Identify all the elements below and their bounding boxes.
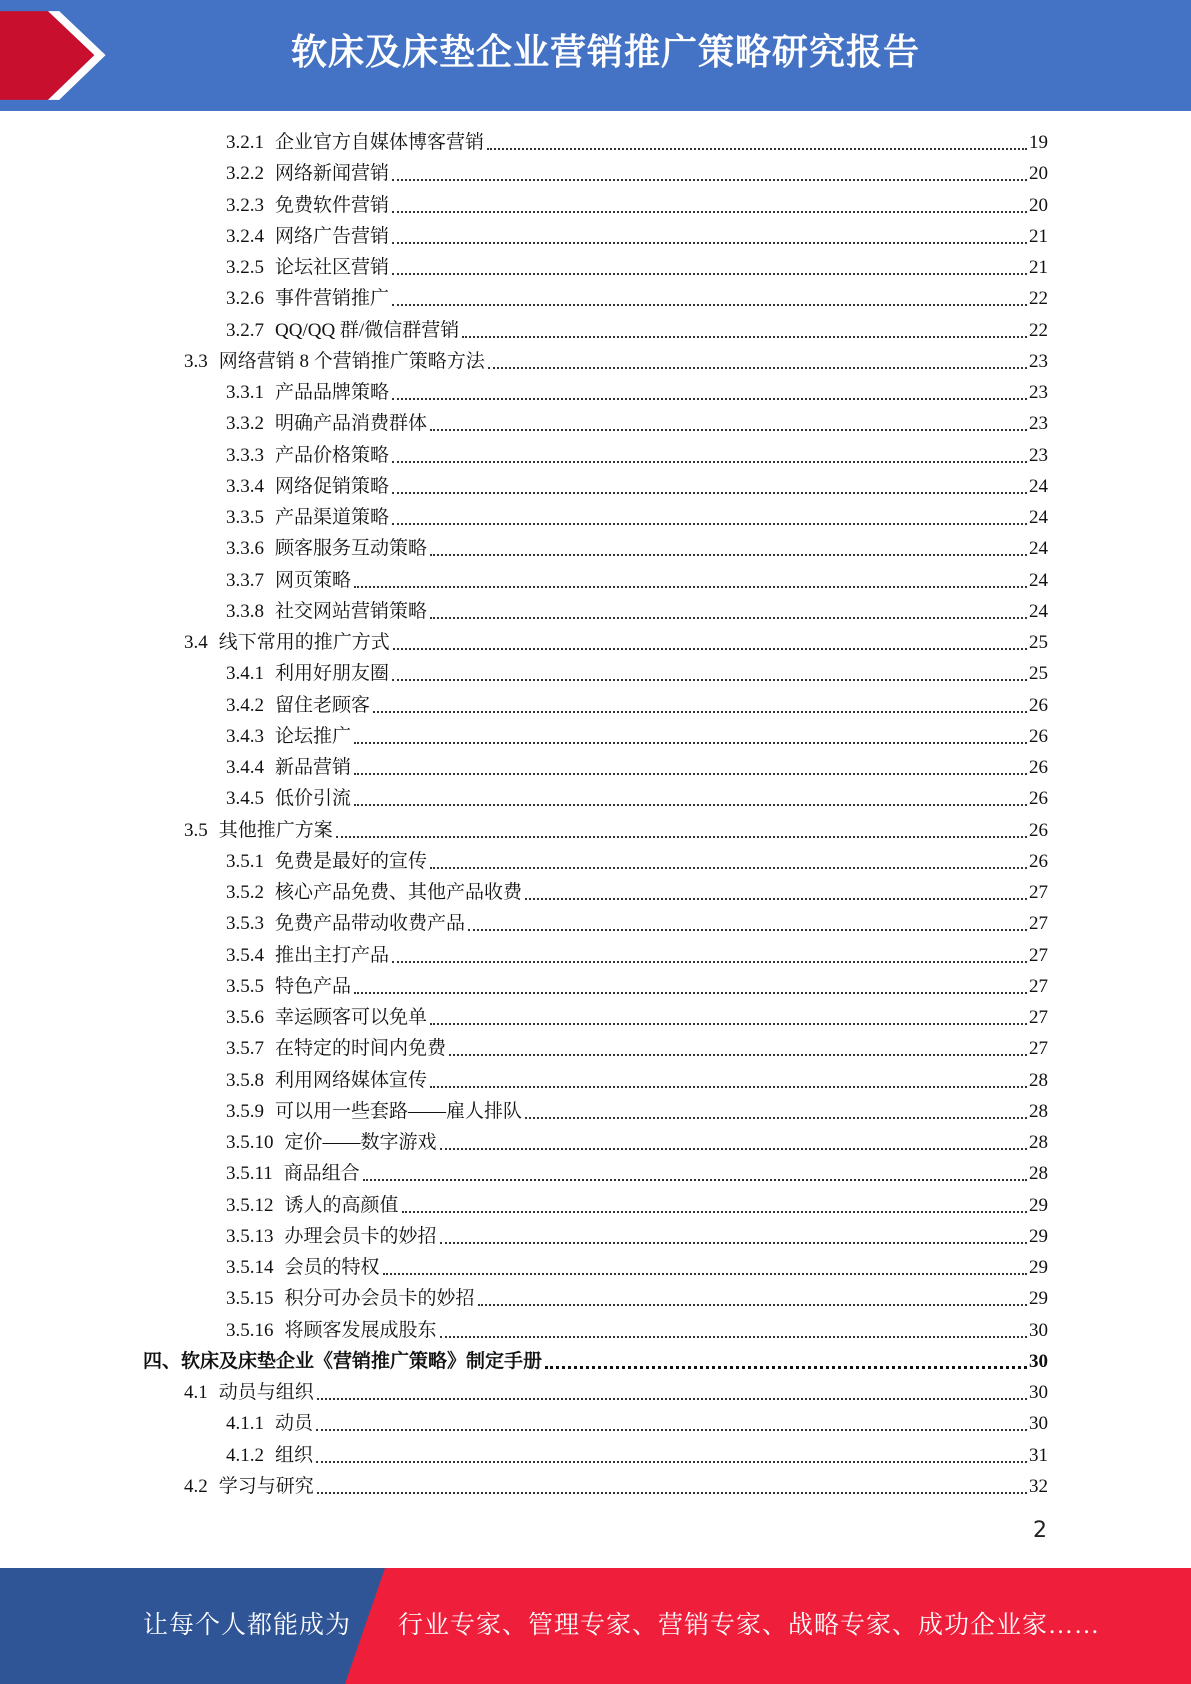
toc-entry-page: 23	[1029, 413, 1048, 435]
toc-entry-label: 可以用一些套路——雇人排队	[275, 1100, 523, 1122]
toc-dot-leader	[488, 367, 1027, 369]
toc-entry-number: 3.5.12	[226, 1194, 274, 1216]
toc-entry-page: 20	[1029, 194, 1048, 216]
toc-entry[interactable]	[184, 1377, 1048, 1408]
toc-entry-label: 网络促销策略	[275, 475, 390, 497]
toc-entry-label: 网络营销 8 个营销推广策略方法	[218, 350, 485, 372]
toc-entry-page: 22	[1029, 319, 1048, 341]
toc-dot-leader	[316, 1429, 1027, 1431]
toc-entry-number: 3.2.4	[226, 225, 264, 247]
toc-entry-number: 3.4.5	[226, 788, 264, 810]
toc-entry-number: 4.1	[184, 1382, 208, 1403]
toc-entry-label: 论坛推广	[275, 725, 352, 747]
toc-entry[interactable]	[226, 158, 1048, 189]
toc-entry-number: 3.5.8	[226, 1069, 264, 1091]
toc-entry-number: 3.4.3	[226, 725, 264, 747]
toc-entry-page: 29	[1029, 1257, 1048, 1278]
toc-entry[interactable]	[226, 752, 1048, 783]
toc-entry[interactable]	[226, 596, 1048, 627]
header-red-chevron	[0, 0, 120, 111]
toc-entry-label: 留住老顾客	[275, 694, 371, 716]
toc-entry-page: 26	[1029, 757, 1048, 778]
toc-entry-page: 31	[1029, 1444, 1048, 1466]
toc-dot-leader	[462, 336, 1027, 338]
toc-entry-page: 24	[1029, 507, 1048, 528]
toc-entry-label: 软床及床垫企业《营销推广策略》制定手册	[181, 1350, 543, 1372]
toc-entry-label: 定价——数字游戏	[284, 1132, 437, 1153]
toc-entry-label: 顾客服务互动策略	[275, 538, 428, 560]
toc-entry-page: 27	[1029, 882, 1048, 903]
toc-entry-page: 25	[1029, 632, 1048, 653]
toc-entry-page: 24	[1029, 475, 1048, 497]
toc-entry-label: 推出主打产品	[275, 944, 390, 966]
toc-entry-number: 3.3.6	[226, 538, 264, 560]
toc-dot-leader	[430, 1086, 1027, 1088]
toc-entry[interactable]	[226, 440, 1048, 471]
toc-dot-leader	[468, 929, 1027, 931]
toc-entry-number: 3.3.5	[226, 507, 264, 528]
toc-entry[interactable]	[226, 1033, 1048, 1064]
toc-dot-leader	[430, 554, 1027, 556]
toc-entry-label: 其他推广方案	[218, 819, 333, 841]
toc-entry-number: 3.3	[184, 350, 208, 372]
toc-entry-page: 25	[1029, 663, 1048, 685]
toc-dot-leader	[392, 523, 1027, 525]
toc-entry[interactable]	[226, 283, 1048, 314]
toc-dot-leader	[392, 242, 1027, 244]
toc-entry-number: 3.4.2	[226, 694, 264, 716]
toc-entry-number: 3.5.15	[226, 1288, 274, 1310]
toc-entry-number: 3.5.3	[226, 913, 264, 935]
toc-entry-page: 29	[1029, 1225, 1048, 1247]
toc-entry-page: 27	[1029, 975, 1048, 997]
toc-entry[interactable]	[226, 252, 1048, 283]
toc-entry-number: 3.4.4	[226, 757, 264, 778]
toc-entry-label: 积分可办会员卡的妙招	[284, 1288, 475, 1310]
toc-entry[interactable]	[226, 1065, 1048, 1096]
toc-entry-label: 免费是最好的宣传	[275, 850, 428, 872]
toc-entry-label: 幸运顾客可以免单	[275, 1007, 428, 1028]
toc-dot-leader	[525, 1117, 1027, 1119]
toc-dot-leader	[430, 1023, 1027, 1025]
toc-entry-label: 商品组合	[283, 1163, 360, 1185]
toc-entry-label: QQ/QQ 群/微信群营销	[275, 319, 460, 341]
toc-entry[interactable]	[184, 627, 1048, 658]
toc-entry[interactable]	[226, 1190, 1048, 1221]
toc-entry-page: 24	[1029, 600, 1048, 622]
toc-dot-leader	[545, 1366, 1027, 1369]
toc-dot-leader	[354, 773, 1027, 775]
toc-entry-label: 会员的特权	[284, 1257, 380, 1278]
toc-entry-page: 26	[1029, 788, 1048, 810]
toc-entry-page: 27	[1029, 913, 1048, 935]
toc-entry-label: 低价引流	[275, 788, 352, 810]
toc-entry-page: 29	[1029, 1288, 1048, 1310]
footer-slogan-right: 行业专家、管理专家、营销专家、战略专家、成功企业家……	[398, 1612, 1101, 1639]
toc-entry-label: 核心产品免费、其他产品收费	[275, 882, 523, 903]
toc-entry-label: 诱人的高颜值	[284, 1194, 399, 1216]
toc-entry[interactable]	[226, 1221, 1048, 1252]
page-header	[0, 0, 1191, 111]
toc-dot-leader	[363, 1179, 1027, 1181]
toc-dot-leader	[478, 1304, 1027, 1306]
toc-entry-number: 3.5.13	[226, 1225, 274, 1247]
toc-entry[interactable]	[226, 1408, 1048, 1439]
toc-dot-leader	[440, 1148, 1027, 1150]
toc-entry-page: 30	[1029, 1413, 1048, 1435]
toc-entry-number: 3.4	[184, 632, 208, 653]
toc-entry-page: 24	[1029, 569, 1048, 591]
toc-entry-page: 32	[1029, 1475, 1048, 1497]
toc-entry-number: 3.3.4	[226, 475, 264, 497]
toc-dot-leader	[440, 1336, 1027, 1338]
toc-entry[interactable]	[226, 846, 1048, 877]
toc-dot-leader	[317, 1492, 1027, 1494]
toc-entry-label: 利用网络媒体宣传	[275, 1069, 428, 1091]
toc-entry-page: 26	[1029, 850, 1048, 872]
toc-dot-leader	[316, 1461, 1027, 1463]
toc-entry-label: 动员与组织	[218, 1382, 314, 1403]
toc-entry[interactable]	[226, 721, 1048, 752]
toc-entry-page: 23	[1029, 382, 1048, 403]
toc-entry-number: 3.4.1	[226, 663, 264, 685]
toc-entry[interactable]	[226, 565, 1048, 596]
toc-entry[interactable]	[226, 315, 1048, 346]
toc-entry-label: 网络新闻营销	[275, 163, 390, 185]
toc-entry-label: 动员	[275, 1413, 314, 1435]
toc-entry-page: 28	[1029, 1100, 1048, 1122]
toc-entry[interactable]	[226, 1158, 1048, 1189]
toc-entry-label: 明确产品消费群体	[275, 413, 428, 435]
toc-entry-label: 产品渠道策略	[275, 507, 390, 528]
toc-entry-page: 22	[1029, 288, 1048, 310]
toc-entry-number: 3.5.9	[226, 1100, 264, 1122]
toc-entry[interactable]	[226, 377, 1048, 408]
toc-entry-number: 3.5.14	[226, 1257, 274, 1278]
toc-entry-page: 20	[1029, 163, 1048, 185]
toc-entry-number: 4.1.2	[226, 1444, 264, 1466]
toc-dot-leader	[392, 461, 1027, 463]
toc-entry-number: 3.5.10	[226, 1132, 274, 1153]
toc-entry[interactable]	[226, 502, 1048, 533]
toc-entry[interactable]	[226, 221, 1048, 252]
page-footer	[0, 1568, 1191, 1684]
toc-entry-page: 28	[1029, 1163, 1048, 1185]
toc-entry[interactable]	[226, 1315, 1048, 1346]
footer-slogan-left: 让每个人都能成为	[143, 1612, 352, 1639]
toc-entry-label: 网络广告营销	[275, 225, 390, 247]
toc-entry-number: 3.2.5	[226, 257, 264, 278]
toc-dot-leader	[430, 867, 1027, 869]
toc-dot-leader	[373, 711, 1027, 713]
toc-entry[interactable]	[226, 690, 1048, 721]
toc-entry-label: 社交网站营销策略	[275, 600, 428, 622]
toc-dot-leader	[392, 211, 1027, 213]
toc-entry-page: 26	[1029, 694, 1048, 716]
toc-entry[interactable]	[226, 971, 1048, 1002]
toc-entry-number: 3.5.6	[226, 1007, 264, 1028]
toc-entry-page: 30	[1029, 1319, 1048, 1341]
toc-entry-label: 免费软件营销	[275, 194, 390, 216]
toc-entry-page: 28	[1029, 1132, 1048, 1153]
toc-entry-label: 产品品牌策略	[275, 382, 390, 403]
toc-entry-number: 3.3.2	[226, 413, 264, 435]
toc-entry-label: 将顾客发展成股东	[284, 1319, 437, 1341]
toc-entry-label: 办理会员卡的妙招	[284, 1225, 437, 1247]
toc-entry-number: 4.1.1	[226, 1413, 264, 1435]
toc-entry-page: 23	[1029, 444, 1048, 466]
toc-entry-number: 4.2	[184, 1475, 208, 1497]
toc-entry[interactable]	[226, 408, 1048, 439]
toc-dot-leader	[392, 679, 1027, 681]
toc-entry[interactable]	[184, 1471, 1048, 1502]
toc-entry[interactable]	[143, 1346, 1048, 1377]
page-number: 2	[1033, 1518, 1047, 1543]
toc-entry[interactable]	[226, 533, 1048, 564]
toc-entry-label: 特色产品	[275, 975, 352, 997]
toc-entry-number: 3.5.2	[226, 882, 264, 903]
toc-dot-leader	[525, 898, 1027, 900]
toc-entry-page: 29	[1029, 1194, 1048, 1216]
toc-entry-label: 免费产品带动收费产品	[275, 913, 466, 935]
toc-entry-label: 组织	[275, 1444, 314, 1466]
toc-dot-leader	[354, 586, 1027, 588]
toc-dot-leader	[487, 148, 1027, 150]
toc-entry[interactable]	[226, 1440, 1048, 1471]
toc-entry-page: 23	[1029, 350, 1048, 372]
toc-entry-number: 3.5.7	[226, 1038, 264, 1060]
toc-entry-number: 3.3.7	[226, 569, 264, 591]
toc-entry-page: 27	[1029, 1007, 1048, 1028]
toc-dot-leader	[392, 179, 1027, 181]
toc-entry-number: 3.5	[184, 819, 208, 841]
toc-entry-page: 26	[1029, 819, 1048, 841]
toc-entry[interactable]	[184, 815, 1048, 846]
toc-entry-number: 3.2.6	[226, 288, 264, 310]
toc-entry-label: 在特定的时间内免费	[275, 1038, 447, 1060]
toc-dot-leader	[354, 992, 1027, 994]
toc-dot-leader	[354, 742, 1027, 744]
toc-entry-number: 3.2.7	[226, 319, 264, 341]
toc-entry[interactable]	[226, 1096, 1048, 1127]
toc-entry-page: 27	[1029, 944, 1048, 966]
toc-entry-number: 3.3.1	[226, 382, 264, 403]
toc-dot-leader	[392, 273, 1027, 275]
toc-entry-page: 19	[1029, 132, 1048, 153]
toc-entry[interactable]	[226, 783, 1048, 814]
toc-dot-leader	[383, 1273, 1027, 1275]
toc-entry-page: 21	[1029, 225, 1048, 247]
toc-entry-label: 事件营销推广	[275, 288, 390, 310]
toc-entry[interactable]	[226, 940, 1048, 971]
toc-entry-number: 3.5.1	[226, 850, 264, 872]
toc-dot-leader	[317, 1398, 1027, 1400]
toc-entry-number: 3.5.11	[226, 1163, 273, 1185]
toc-entry-number: 3.3.8	[226, 600, 264, 622]
toc-dot-leader	[392, 492, 1027, 494]
toc-entry-number: 四、	[143, 1350, 182, 1372]
toc-entry[interactable]	[226, 471, 1048, 502]
toc-entry-label: 企业官方自媒体博客营销	[275, 132, 485, 153]
toc-entry-page: 27	[1029, 1038, 1048, 1060]
toc-entry-label: 论坛社区营销	[275, 257, 390, 278]
toc-entry-page: 30	[1029, 1350, 1048, 1372]
toc-entry[interactable]	[226, 1127, 1048, 1158]
toc-entry-number: 3.2.1	[226, 132, 264, 153]
toc-entry-page: 28	[1029, 1069, 1048, 1091]
toc-entry[interactable]	[184, 346, 1048, 377]
toc-dot-leader	[336, 836, 1027, 838]
toc-dot-leader	[392, 398, 1027, 400]
toc-dot-leader	[354, 804, 1027, 806]
toc-dot-leader	[392, 961, 1027, 963]
toc-entry[interactable]	[226, 658, 1048, 689]
toc-entry-number: 3.2.3	[226, 194, 264, 216]
toc-entry[interactable]	[226, 877, 1048, 908]
toc-entry[interactable]	[226, 190, 1048, 221]
toc-entry-number: 3.5.4	[226, 944, 264, 966]
toc-entry-label: 学习与研究	[218, 1475, 314, 1497]
toc-dot-leader	[430, 617, 1027, 619]
toc-entry-label: 产品价格策略	[275, 444, 390, 466]
toc-entry-number: 3.3.3	[226, 444, 264, 466]
toc-entry-label: 新品营销	[275, 757, 352, 778]
toc-entry[interactable]	[226, 908, 1048, 939]
toc-entry-page: 24	[1029, 538, 1048, 560]
toc-dot-leader	[440, 1242, 1027, 1244]
toc-entry-label: 网页策略	[275, 569, 352, 591]
header-title: 软床及床垫企业营销推广策略研究报告	[290, 32, 920, 73]
toc-entry-number: 3.5.5	[226, 975, 264, 997]
toc-entry-page: 30	[1029, 1382, 1048, 1403]
toc-entry[interactable]	[226, 1252, 1048, 1283]
toc-entry[interactable]	[226, 1283, 1048, 1314]
toc-entry-page: 21	[1029, 257, 1048, 278]
toc-entry-label: 利用好朋友圈	[275, 663, 390, 685]
toc-entry-number: 3.2.2	[226, 163, 264, 185]
toc-dot-leader	[393, 648, 1027, 650]
toc-dot-leader	[392, 304, 1027, 306]
toc-dot-leader	[449, 1054, 1027, 1056]
toc-entry[interactable]	[226, 127, 1048, 158]
toc-entry-number: 3.5.16	[226, 1319, 274, 1341]
toc-entry-page: 26	[1029, 725, 1048, 747]
toc-dot-leader	[430, 429, 1027, 431]
toc-entry-label: 线下常用的推广方式	[218, 632, 390, 653]
toc-dot-leader	[402, 1211, 1027, 1213]
toc-entry[interactable]	[226, 1002, 1048, 1033]
